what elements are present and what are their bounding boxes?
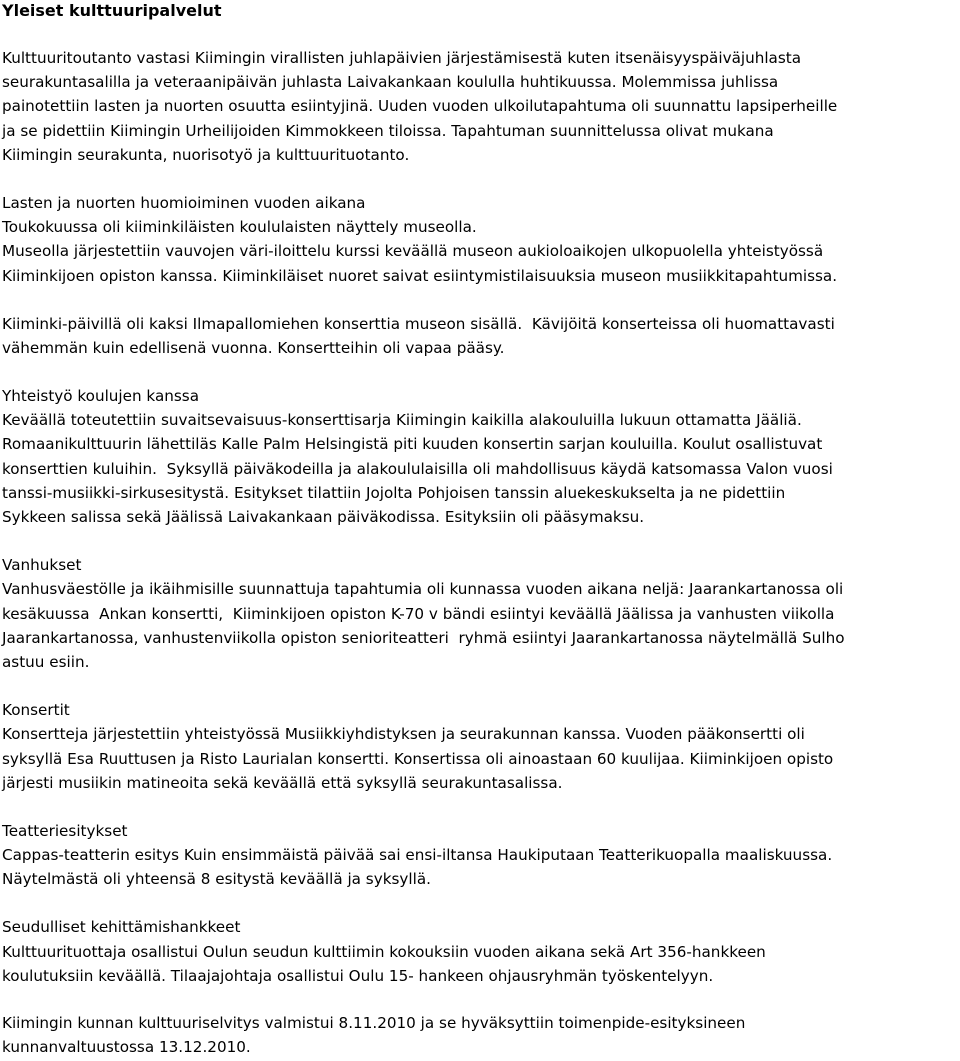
paragraph-line: koulutuksiin keväällä. Tilaajajohtaja osallistui Oulu 15- hankeen ohjausryhmän työskentelyyn.: [2, 966, 714, 985]
section-regional-projects: [2, 915, 957, 988]
section-elderly: [2, 553, 957, 674]
paragraph-line: Toukokuussa oli kiiminkiläisten koululaisten näyttely museolla.: [2, 218, 477, 237]
paragraph-line: Konsertteja järjestettiin yhteistyössä Musiikkiyhdistyksen ja seurakunnan kanssa. Vuoden pääkonsertti oli: [2, 725, 805, 744]
paragraph-line: Kiiminkijoen opiston kanssa. Kiiminkiläiset nuoret saivat esiintymistilaisuuksia museon musiikkitapahtumissa.: [2, 266, 838, 285]
paragraph-line: kunnanvaltuustossa 13.12.2010.: [2, 1038, 251, 1057]
intro-paragraph: [2, 46, 957, 167]
section-school-cooperation: [2, 384, 957, 529]
section-kiiminki-days: [2, 312, 957, 360]
paragraph-line: seurakuntasalilla ja veteraanipäivän juhlasta Laivakankaan koululla huhtikuussa. Molemmissa juhlissa: [2, 73, 779, 92]
paragraph-line: Cappas-teatterin esitys Kuin ensimmäistä päivää sai ensi-iltansa Haukiputaan Teatterikuopalla maaliskuussa.: [2, 846, 833, 865]
paragraph-line: Vanhusväestölle ja ikäihmisille suunnattuja tapahtumia oli kunnassa vuoden aikana neljä: Jaarankartanossa oli: [2, 580, 844, 599]
paragraph-line: kesäkuussa Ankan konsertti, Kiiminkijoen opiston K-70 v bändi esiintyi keväällä Jäälissa ja vanhusten viikolla: [2, 604, 835, 623]
paragraph-line: Romaanikulttuurin lähettiläs Kalle Palm Helsingistä piti kuuden konsertin sarjan kouluilla. Koulut osallistuvat: [2, 435, 823, 454]
section-heading: Yhteistyö koulujen kanssa: [2, 387, 200, 406]
paragraph-line: Kulttuurituottaja osallistui Oulun seudun kulttiimin kokouksiin vuoden aikana sekä Art 356-hankkeen: [2, 942, 766, 961]
paragraph-line: Kiimingin kunnan kulttuuriselvitys valmistui 8.11.2010 ja se hyväksyttiin toimenpide-esityksineen: [2, 1014, 746, 1032]
paragraph-line: tanssi-musiikki-sirkusesitystä. Esitykset tilattiin Jojolta Pohjoisen tanssin aluekeskukselta ja ne pidettiin: [2, 483, 786, 502]
paragraph-line: vähemmän kuin edellisenä vuonna. Konsertteihin oli vapaa pääsy.: [2, 338, 505, 357]
paragraph-line: Kiiminki-päivillä oli kaksi Ilmapallomiehen konserttia museon sisällä. Kävijöitä konserteissa oli huomattavasti: [2, 314, 835, 333]
paragraph-line: painotettiin lasten ja nuorten osuutta esiintyjinä. Uuden vuoden ulkoilutapahtuma oli suunnattu lapsiperheille: [2, 97, 838, 116]
section-heading: Seudulliset kehittämishankkeet: [2, 918, 241, 937]
paragraph-line: Kiimingin seurakunta, nuorisotyö ja kulttuurituotanto.: [2, 145, 410, 164]
section-heading: Konsertit: [2, 701, 70, 720]
section-heading: Vanhukset: [2, 556, 82, 575]
paragraph-line: Kulttuuritoutanto vastasi Kiimingin virallisten juhlapäivien järjestämisestä kuten itsenäisyyspäiväjuhlasta: [2, 49, 802, 67]
section-children-youth: [2, 191, 957, 288]
page-title: Yleiset kulttuuripalvelut: [2, 1, 222, 20]
section-heading: Lasten ja nuorten huomioiminen vuoden aikana: [2, 193, 366, 212]
paragraph-line: Museolla järjestettiin vauvojen väri-iloittelu kurssi keväällä museon aukioloaikojen ulkopuolella yhteistyössä: [2, 242, 824, 261]
section-culture-report: [2, 1011, 957, 1059]
paragraph-line: ja se pidettiin Kiimingin Urheilijoiden Kimmokkeen tiloissa. Tapahtuman suunnittelussa olivat mukana: [2, 121, 774, 140]
paragraph-line: Jaarankartanossa, vanhustenviikolla opiston senioriteatteri ryhmä esiintyi Jaarankartanossa näytelmällä Sulho: [2, 628, 845, 647]
paragraph-line: astuu esiin.: [2, 652, 90, 671]
section-theatre: [2, 819, 957, 892]
document-page: [2, 0, 957, 1059]
section-concerts: [2, 698, 957, 795]
paragraph-line: konserttien kuluihin. Syksyllä päiväkodeilla ja alakoululaisilla oli mahdollisuus käydä katsomassa Valon vuosi: [2, 459, 833, 478]
section-heading: Teatteriesitykset: [2, 821, 128, 840]
paragraph-line: syksyllä Esa Ruuttusen ja Risto Laurialan konsertti. Konsertissa oli ainoastaan 60 kuulijaa. Kiiminkijoen opisto: [2, 749, 834, 768]
paragraph-line: Sykkeen salissa sekä Jäälissä Laivakankaan päiväkodissa. Esityksiin oli pääsymaksu.: [2, 508, 645, 526]
paragraph-line: järjesti musiikin matineoita sekä keväällä että syksyllä seurakuntasalissa.: [2, 773, 563, 792]
paragraph-line: Keväällä toteutettiin suvaitsevaisuus-konserttisarja Kiimingin kaikilla alakouluilla lukuun ottamatta Jääliä.: [2, 411, 802, 430]
paragraph-line: Näytelmästä oli yhteensä 8 esitystä keväällä ja syksyllä.: [2, 870, 431, 889]
